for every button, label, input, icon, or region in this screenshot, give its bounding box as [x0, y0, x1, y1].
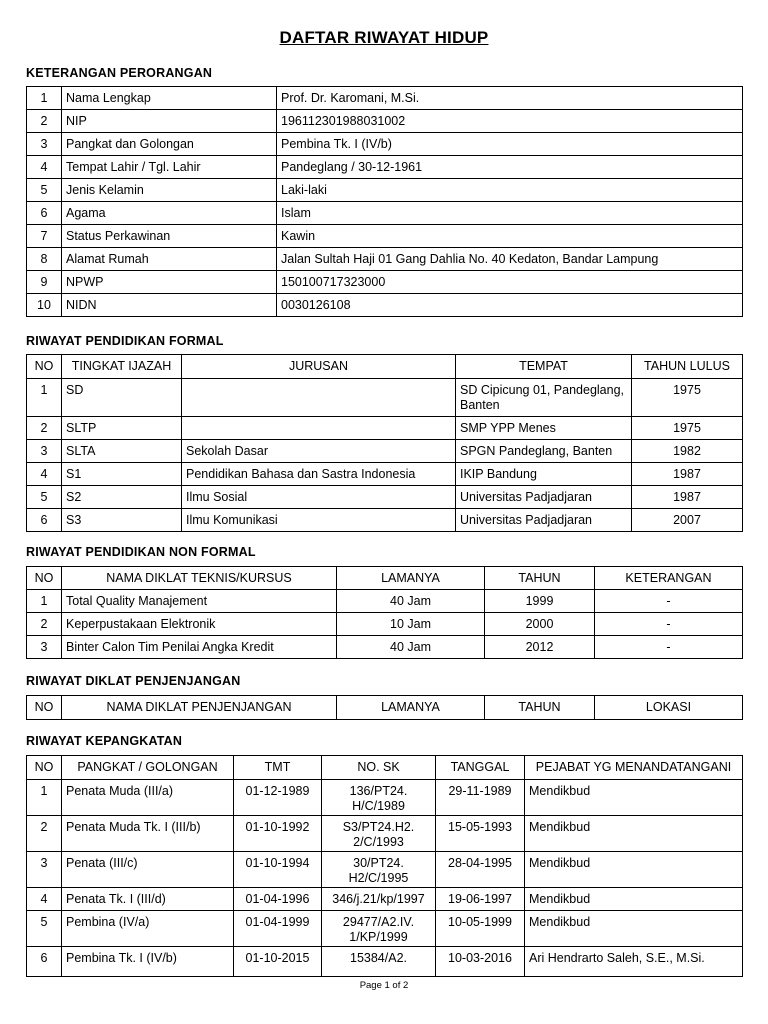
table-cell-name: Keperpustakaan Elektronik	[62, 613, 337, 636]
table-cell-level: S3	[62, 509, 182, 532]
table-cell-value: 150100717323000	[277, 271, 743, 294]
table-cell-major	[182, 417, 456, 440]
column-header: TINGKAT IJAZAH	[62, 355, 182, 379]
table-cell-tmt: 01-04-1996	[234, 888, 322, 911]
column-header: TAHUN	[485, 567, 595, 590]
table-cell-date: 19-06-1997	[436, 888, 525, 911]
table-cell-place: SPGN Pandeglang, Banten	[456, 440, 632, 463]
table-cell-major: Pendidikan Bahasa dan Sastra Indonesia	[182, 463, 456, 486]
table-cell-value: Pembina Tk. I (IV/b)	[277, 133, 743, 156]
personal-info-row	[27, 156, 743, 179]
table-cell-rank: Penata Muda (III/a)	[62, 780, 234, 816]
section-heading-structural-training: RIWAYAT DIKLAT PENJENJANGAN	[26, 674, 241, 688]
column-header: PANGKAT / GOLONGAN	[62, 756, 234, 780]
table-cell-signer: Mendikbud	[525, 852, 743, 888]
formal-education-row	[27, 440, 743, 463]
table-cell-no: 6	[27, 509, 62, 532]
personal-info-row	[27, 133, 743, 156]
table-cell-label: Pangkat dan Golongan	[62, 133, 277, 156]
rank-history-row	[27, 852, 743, 888]
table-cell-year: 1987	[632, 463, 743, 486]
column-header: NO. SK	[322, 756, 436, 780]
table-cell-sk: S3/PT24.H2. 2/C/1993	[322, 816, 436, 852]
nonformal-education-row	[27, 636, 743, 659]
table-cell-year: 1982	[632, 440, 743, 463]
table-cell-no: 2	[27, 816, 62, 852]
section-heading-personal: KETERANGAN PERORANGAN	[26, 66, 213, 80]
table-cell-major: Sekolah Dasar	[182, 440, 456, 463]
formal-education-row	[27, 463, 743, 486]
personal-info-row	[27, 87, 743, 110]
table-cell-date: 10-03-2016	[436, 947, 525, 977]
table-cell-place: SMP YPP Menes	[456, 417, 632, 440]
table-cell-no: 3	[27, 636, 62, 659]
rank-history-row	[27, 888, 743, 911]
column-header: TAHUN LULUS	[632, 355, 743, 379]
table-cell-no: 3	[27, 133, 62, 156]
table-cell-date: 28-04-1995	[436, 852, 525, 888]
table-cell-no: 1	[27, 590, 62, 613]
table-cell-no: 8	[27, 248, 62, 271]
table-cell-no: 4	[27, 888, 62, 911]
table-cell-level: S2	[62, 486, 182, 509]
rank-history-table	[26, 755, 743, 977]
table-cell-note: -	[595, 590, 743, 613]
table-cell-sk: 346/j.21/kp/1997	[322, 888, 436, 911]
personal-info-row	[27, 110, 743, 133]
table-cell-label: Tempat Lahir / Tgl. Lahir	[62, 156, 277, 179]
table-cell-level: SLTP	[62, 417, 182, 440]
table-cell-rank: Pembina (IV/a)	[62, 911, 234, 947]
table-cell-duration: 40 Jam	[337, 636, 485, 659]
table-cell-value: Islam	[277, 202, 743, 225]
table-cell-level: SLTA	[62, 440, 182, 463]
nonformal-education-row	[27, 590, 743, 613]
table-cell-date: 10-05-1999	[436, 911, 525, 947]
personal-info-row	[27, 271, 743, 294]
column-header: TANGGAL	[436, 756, 525, 780]
table-cell-tmt: 01-10-1992	[234, 816, 322, 852]
table-header-row	[27, 696, 743, 720]
table-cell-level: S1	[62, 463, 182, 486]
table-cell-signer: Mendikbud	[525, 780, 743, 816]
table-cell-no: 6	[27, 947, 62, 977]
table-cell-no: 10	[27, 294, 62, 317]
formal-education-row	[27, 417, 743, 440]
formal-education-row	[27, 509, 743, 532]
table-cell-rank: Pembina Tk. I (IV/b)	[62, 947, 234, 977]
table-cell-duration: 40 Jam	[337, 590, 485, 613]
table-cell-label: NIDN	[62, 294, 277, 317]
personal-info-row	[27, 248, 743, 271]
section-heading-formal-education: RIWAYAT PENDIDIKAN FORMAL	[26, 334, 224, 348]
table-cell-date: 15-05-1993	[436, 816, 525, 852]
table-cell-place: IKIP Bandung	[456, 463, 632, 486]
column-header: NO	[27, 567, 62, 590]
table-cell-signer: Ari Hendrarto Saleh, S.E., M.Si.	[525, 947, 743, 977]
table-cell-place: SD Cipicung 01, Pandeglang, Banten	[456, 379, 632, 417]
table-cell-value: Pandeglang / 30-12-1961	[277, 156, 743, 179]
table-cell-label: NIP	[62, 110, 277, 133]
rank-history-row	[27, 816, 743, 852]
table-cell-value: Prof. Dr. Karomani, M.Si.	[277, 87, 743, 110]
table-cell-date: 29-11-1989	[436, 780, 525, 816]
table-cell-label: Nama Lengkap	[62, 87, 277, 110]
table-cell-no: 7	[27, 225, 62, 248]
table-cell-no: 6	[27, 202, 62, 225]
table-cell-rank: Penata Tk. I (III/d)	[62, 888, 234, 911]
table-cell-no: 2	[27, 613, 62, 636]
table-cell-sk: 30/PT24. H2/C/1995	[322, 852, 436, 888]
table-cell-major: Ilmu Komunikasi	[182, 509, 456, 532]
table-cell-value: 0030126108	[277, 294, 743, 317]
table-cell-label: Alamat Rumah	[62, 248, 277, 271]
column-header: TEMPAT	[456, 355, 632, 379]
column-header: LAMANYA	[337, 696, 485, 720]
table-cell-signer: Mendikbud	[525, 888, 743, 911]
personal-info-row	[27, 294, 743, 317]
table-cell-label: Status Perkawinan	[62, 225, 277, 248]
section-heading-nonformal-education: RIWAYAT PENDIDIKAN NON FORMAL	[26, 545, 256, 559]
column-header: PEJABAT YG MENANDATANGANI	[525, 756, 743, 780]
column-header: TAHUN	[485, 696, 595, 720]
table-cell-year: 2012	[485, 636, 595, 659]
table-cell-name: Total Quality Manajement	[62, 590, 337, 613]
nonformal-education-row	[27, 613, 743, 636]
table-cell-signer: Mendikbud	[525, 911, 743, 947]
page-title: DAFTAR RIWAYAT HIDUP	[279, 28, 489, 47]
table-cell-no: 1	[27, 379, 62, 417]
table-cell-signer: Mendikbud	[525, 816, 743, 852]
column-header: LAMANYA	[337, 567, 485, 590]
table-header-row	[27, 756, 743, 780]
column-header: KETERANGAN	[595, 567, 743, 590]
table-cell-sk: 136/PT24. H/C/1989	[322, 780, 436, 816]
column-header: NAMA DIKLAT PENJENJANGAN	[62, 696, 337, 720]
table-cell-level: SD	[62, 379, 182, 417]
formal-education-row	[27, 486, 743, 509]
section-heading-rank-history: RIWAYAT KEPANGKATAN	[26, 734, 183, 748]
personal-info-row	[27, 179, 743, 202]
table-cell-no: 3	[27, 440, 62, 463]
table-cell-duration: 10 Jam	[337, 613, 485, 636]
structural-training-table	[26, 695, 743, 720]
page-number: Page 1 of 2	[359, 980, 409, 991]
table-cell-note: -	[595, 613, 743, 636]
formal-education-table	[26, 354, 743, 532]
table-cell-major: Ilmu Sosial	[182, 486, 456, 509]
table-cell-no: 2	[27, 110, 62, 133]
rank-history-row	[27, 911, 743, 947]
table-cell-value: Laki-laki	[277, 179, 743, 202]
table-cell-value: 196112301988031002	[277, 110, 743, 133]
table-cell-sk: 15384/A2.	[322, 947, 436, 977]
table-cell-no: 2	[27, 417, 62, 440]
table-cell-no: 5	[27, 486, 62, 509]
table-cell-tmt: 01-04-1999	[234, 911, 322, 947]
personal-info-row	[27, 225, 743, 248]
table-cell-no: 4	[27, 156, 62, 179]
table-cell-sk: 29477/A2.IV. 1/KP/1999	[322, 911, 436, 947]
table-header-row	[27, 355, 743, 379]
table-cell-rank: Penata Muda Tk. I (III/b)	[62, 816, 234, 852]
table-cell-year: 1975	[632, 417, 743, 440]
table-cell-year: 1999	[485, 590, 595, 613]
table-cell-no: 5	[27, 911, 62, 947]
column-header: LOKASI	[595, 696, 743, 720]
column-header: TMT	[234, 756, 322, 780]
table-cell-value: Jalan Sultah Haji 01 Gang Dahlia No. 40 Kedaton, Bandar Lampung	[277, 248, 743, 271]
table-cell-no: 1	[27, 87, 62, 110]
table-header-row	[27, 567, 743, 590]
table-cell-year: 1987	[632, 486, 743, 509]
column-header: NO	[27, 756, 62, 780]
rank-history-row	[27, 947, 743, 977]
table-cell-name: Binter Calon Tim Penilai Angka Kredit	[62, 636, 337, 659]
rank-history-row	[27, 780, 743, 816]
table-cell-year: 2000	[485, 613, 595, 636]
table-cell-tmt: 01-10-1994	[234, 852, 322, 888]
table-cell-label: Agama	[62, 202, 277, 225]
table-cell-tmt: 01-12-1989	[234, 780, 322, 816]
table-cell-tmt: 01-10-2015	[234, 947, 322, 977]
table-cell-no: 5	[27, 179, 62, 202]
table-cell-label: Jenis Kelamin	[62, 179, 277, 202]
table-cell-place: Universitas Padjadjaran	[456, 486, 632, 509]
table-cell-place: Universitas Padjadjaran	[456, 509, 632, 532]
table-cell-no: 4	[27, 463, 62, 486]
personal-info-table	[26, 86, 743, 317]
column-header: NO	[27, 355, 62, 379]
table-cell-year: 2007	[632, 509, 743, 532]
column-header: JURUSAN	[182, 355, 456, 379]
column-header: NO	[27, 696, 62, 720]
personal-info-row	[27, 202, 743, 225]
table-cell-year: 1975	[632, 379, 743, 417]
column-header: NAMA DIKLAT TEKNIS/KURSUS	[62, 567, 337, 590]
table-cell-value: Kawin	[277, 225, 743, 248]
table-cell-no: 3	[27, 852, 62, 888]
table-cell-label: NPWP	[62, 271, 277, 294]
table-cell-no: 1	[27, 780, 62, 816]
table-cell-rank: Penata (III/c)	[62, 852, 234, 888]
table-cell-no: 9	[27, 271, 62, 294]
formal-education-row	[27, 379, 743, 417]
table-cell-note: -	[595, 636, 743, 659]
table-cell-major	[182, 379, 456, 417]
nonformal-education-table	[26, 566, 743, 659]
